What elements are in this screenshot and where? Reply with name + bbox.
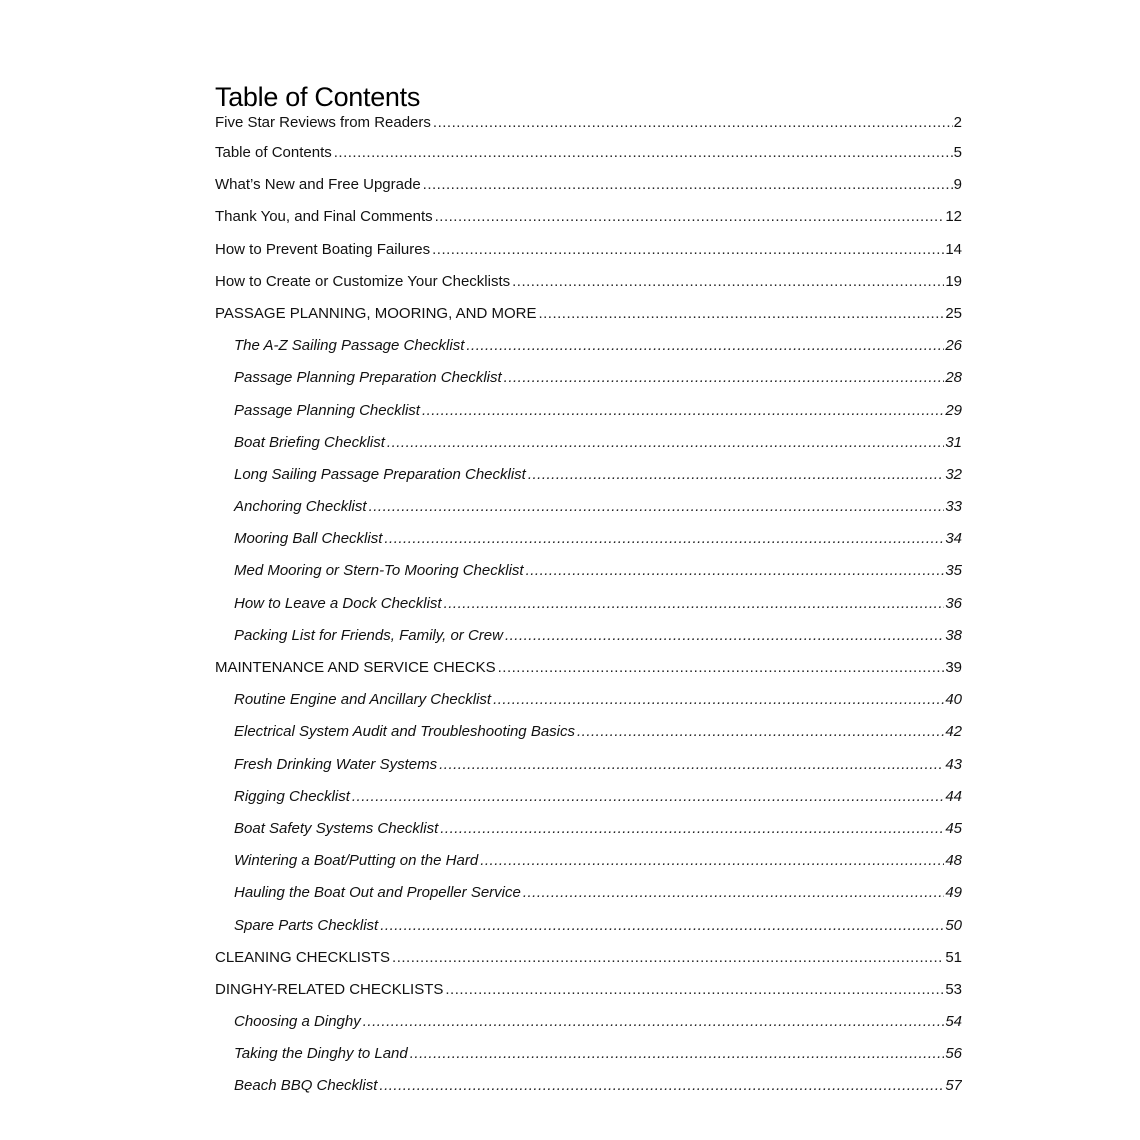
toc-entry-label: DINGHY-RELATED CHECKLISTS (215, 980, 444, 998)
toc-entry-page-number: 33 (945, 498, 962, 516)
toc-entry-page-number: 57 (945, 1077, 962, 1095)
toc-entry[interactable] (215, 820, 962, 852)
toc-entry[interactable] (215, 949, 962, 981)
toc-entry-label: Long Sailing Passage Preparation Checklist (234, 465, 526, 483)
toc-entry[interactable] (215, 595, 962, 627)
dot-leader (528, 466, 944, 483)
toc-entry-label: Wintering a Boat/Putting on the Hard (234, 852, 479, 870)
toc-entry-page-number: 56 (945, 1045, 962, 1063)
toc-entry-label: CLEANING CHECKLISTS (215, 948, 391, 966)
dot-leader (480, 852, 944, 869)
toc-entry-page-number: 34 (945, 530, 962, 548)
dot-leader (526, 562, 945, 579)
toc-entry-page-number: 19 (945, 272, 962, 290)
toc-entry[interactable] (215, 241, 962, 273)
toc-entry-label: MAINTENANCE AND SERVICE CHECKS (215, 659, 496, 676)
toc-entry[interactable] (215, 176, 962, 208)
toc-entry-label: What’s New and Free Upgrade (215, 176, 421, 194)
toc-entry-label: Packing List for Friends, Family, or Crew (234, 626, 503, 644)
dot-leader (444, 595, 945, 612)
toc-entry-page-number: 42 (945, 723, 962, 741)
dot-leader (387, 434, 944, 451)
toc-entry[interactable] (215, 788, 962, 820)
toc-entry-label: How to Leave a Dock Checklist (234, 594, 442, 612)
toc-entry[interactable] (215, 981, 962, 1013)
toc-entry[interactable] (215, 691, 962, 723)
toc-entry-label: Passage Planning Checklist (234, 401, 420, 419)
toc-entry[interactable] (215, 369, 962, 401)
toc-entry-page-number: 28 (945, 369, 962, 387)
toc-entry-page-number: 51 (945, 948, 962, 966)
toc-entry[interactable] (215, 756, 962, 788)
dot-leader (369, 498, 945, 515)
toc-entry-page-number: 14 (945, 240, 962, 258)
toc-entry-label: How to Create or Customize Your Checklists (215, 272, 511, 290)
toc-entry-label: Routine Engine and Ancillary Checklist (234, 691, 492, 709)
toc-entry[interactable] (215, 659, 962, 691)
dot-leader (363, 1013, 945, 1030)
toc-entry[interactable] (215, 273, 962, 305)
toc-entry-label: Five Star Reviews from Readers (215, 114, 431, 131)
toc-entry[interactable] (215, 530, 962, 562)
dot-leader (334, 144, 953, 161)
toc-entry-label: Spare Parts Checklist (234, 916, 379, 934)
dot-leader (380, 917, 944, 934)
toc-entry-page-number: 45 (945, 819, 962, 837)
dot-leader (493, 691, 944, 708)
toc-entry-label: Hauling the Boat Out and Propeller Service (234, 884, 521, 902)
dot-leader (352, 788, 944, 805)
dot-leader (384, 530, 944, 547)
toc-entry[interactable] (215, 852, 962, 884)
toc-entry-page-number: 29 (945, 401, 962, 419)
dot-leader (577, 723, 944, 740)
toc-entry[interactable] (215, 466, 962, 498)
dot-leader (538, 305, 944, 322)
dot-leader (433, 114, 953, 131)
toc-entry-label: Med Mooring or Stern-To Mooring Checklist (234, 562, 524, 580)
dot-leader (410, 1045, 945, 1062)
toc-entry-page-number: 25 (945, 304, 962, 322)
toc-entry[interactable] (215, 627, 962, 659)
dot-leader (512, 273, 944, 290)
toc-entry[interactable] (215, 1077, 962, 1109)
toc-entry-label: Rigging Checklist (234, 787, 350, 805)
dot-leader (504, 369, 945, 386)
toc-entry-page-number: 32 (945, 465, 962, 483)
dot-leader (440, 820, 944, 837)
toc-title: Table of Contents (215, 82, 421, 112)
toc-entry-label: Passage Planning Preparation Checklist (234, 369, 502, 387)
toc-entry-page-number: 35 (945, 562, 962, 580)
toc-entry-page-number: 48 (945, 852, 962, 870)
toc-entry-label: Table of Contents (215, 144, 332, 161)
toc-entry[interactable] (215, 498, 962, 530)
toc-entry-page-number: 36 (945, 594, 962, 612)
toc-entry-label: Boat Safety Systems Checklist (234, 819, 439, 837)
toc-entry-page-number: 40 (945, 691, 962, 709)
toc-entry-page-number: 31 (945, 433, 962, 451)
toc-entry-page-number: 53 (945, 980, 962, 998)
dot-leader (439, 756, 944, 773)
dot-leader (445, 981, 944, 998)
toc-entry-page-number: 38 (945, 626, 962, 644)
toc-entry-label: Thank You, and Final Comments (215, 208, 433, 226)
toc-list (215, 114, 962, 1110)
toc-entry[interactable] (215, 208, 962, 240)
toc-entry-page-number: 43 (945, 755, 962, 773)
toc-entry-page-number: 5 (953, 144, 962, 161)
toc-entry-label: Choosing a Dinghy (234, 1013, 361, 1031)
toc-entry-page-number: 9 (953, 176, 962, 194)
toc-entry[interactable] (215, 305, 962, 337)
dot-leader (379, 1077, 944, 1094)
toc-entry-label: The A-Z Sailing Passage Checklist (234, 337, 465, 355)
toc-entry-label: How to Prevent Boating Failures (215, 240, 431, 258)
dot-leader (435, 208, 945, 225)
dot-leader (523, 884, 944, 901)
toc-entry-page-number: 2 (953, 114, 962, 131)
toc-entry-page-number: 12 (945, 208, 962, 226)
toc-entry[interactable] (215, 917, 962, 949)
toc-entry-label: Mooring Ball Checklist (234, 530, 383, 548)
dot-leader (466, 337, 944, 354)
toc-entry-page-number: 50 (945, 916, 962, 934)
toc-entry-label: Taking the Dinghy to Land (234, 1045, 408, 1063)
dot-leader (422, 402, 944, 419)
toc-entry-page-number: 44 (945, 787, 962, 805)
toc-entry-label: Anchoring Checklist (234, 498, 367, 516)
dot-leader (423, 176, 953, 193)
toc-entry-label: PASSAGE PLANNING, MOORING, AND MORE (215, 304, 537, 322)
toc-entry[interactable] (215, 434, 962, 466)
document-page (215, 80, 962, 1110)
toc-entry[interactable] (215, 1045, 962, 1077)
toc-entry[interactable] (215, 562, 962, 594)
dot-leader (432, 241, 944, 258)
toc-entry[interactable] (215, 884, 962, 916)
toc-entry-page-number: 54 (945, 1013, 962, 1031)
toc-entry-label: Boat Briefing Checklist (234, 433, 385, 451)
toc-entry-page-number: 39 (945, 659, 962, 676)
toc-entry-page-number: 26 (945, 337, 962, 355)
toc-entry[interactable] (215, 723, 962, 755)
toc-entry-label: Fresh Drinking Water Systems (234, 755, 438, 773)
toc-entry-label: Electrical System Audit and Troubleshooting Basics (234, 723, 575, 741)
toc-entry[interactable] (215, 402, 962, 434)
toc-entry-label: Beach BBQ Checklist (234, 1077, 378, 1095)
toc-entry[interactable] (215, 1013, 962, 1045)
toc-entry[interactable] (215, 337, 962, 369)
toc-entry[interactable] (215, 114, 962, 144)
toc-entry-page-number: 49 (945, 884, 962, 902)
toc-entry[interactable] (215, 144, 962, 176)
dot-leader (498, 659, 945, 676)
dot-leader (392, 949, 944, 966)
dot-leader (505, 627, 944, 644)
